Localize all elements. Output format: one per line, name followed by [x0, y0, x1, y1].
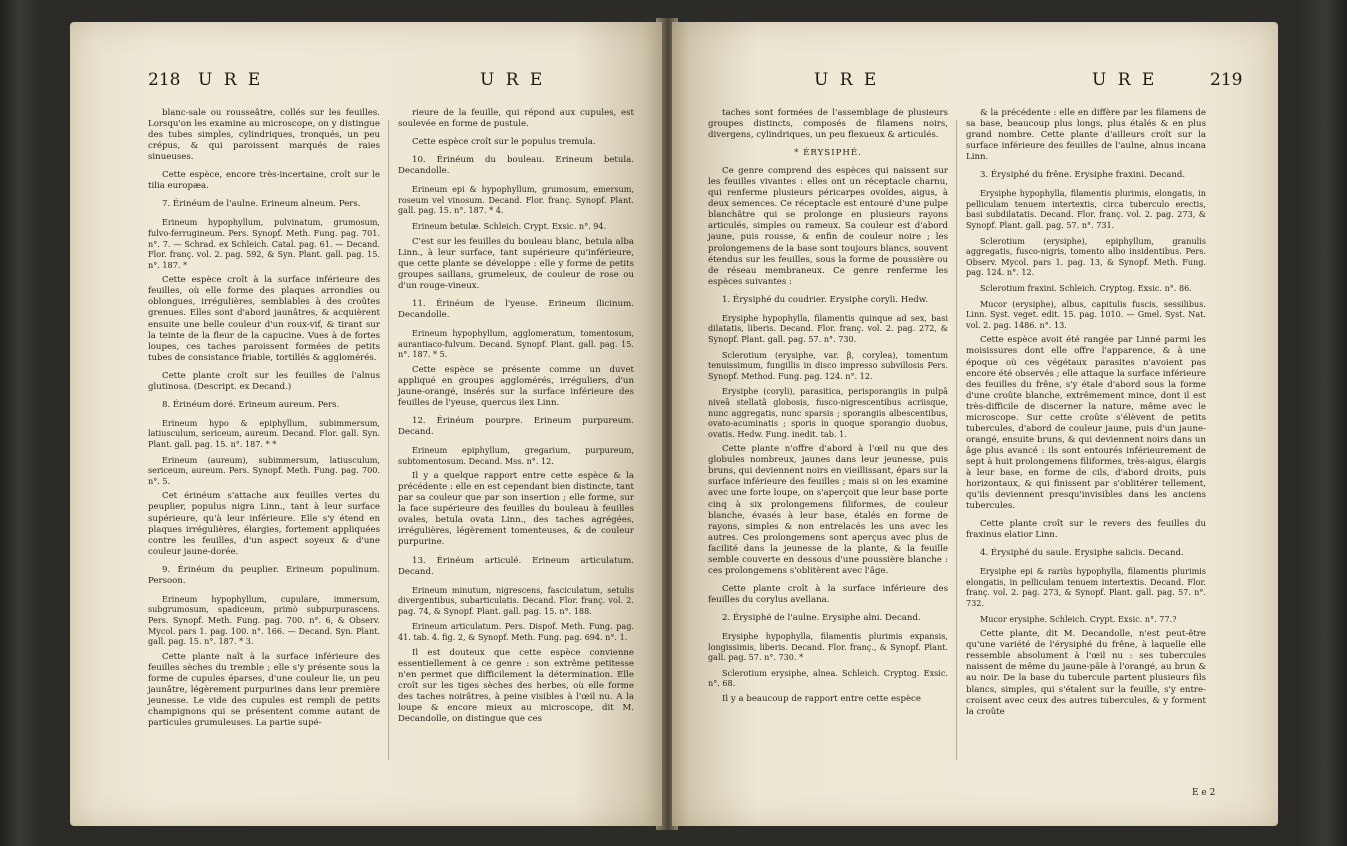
paragraph: Erineum hypophyllum, cupulare, immersum, subgrumosum, spadiceum, primò subpurpurascens. Pers. Synopf. Meth. Fung. pag. 700. n°. 6, & Observ. Mycol. pars 1. pag. 100. n°. 166. — Decand. Syn. Plant. gall. pag. 15. n°. 187. * 3. — [148, 593, 380, 647]
paragraph: & la précédente : elle en diffère par les filamens de sa base, beaucoup plus longs, plus étalés & en plus grand nombre. Cette plante d'ailleurs croît sur la surface inférieure des feuilles de l'aulne, alnus incana Linn. — [966, 108, 1206, 163]
left-page — [70, 22, 662, 826]
paragraph: Erysiphe hypophylla, filamentis quinque ad sex, basi dilatatis, liberis. Decand. Flor. franç. vol. 2. pag. 272, & Synopf. Plant. gall. pag. 57. n°. 730. — [708, 312, 948, 344]
right-page — [672, 22, 1278, 826]
paragraph: Il y a quelque rapport entre cette espèce & la précédente : elle en est cependant bien distincte, tant par sa couleur que par son insertion ; elle forme, sur la face supérieure des feuilles du bouleau à feuilles ovales, betula ovata Linn., des taches agrégées, irrégulières, légèrement tomenteuses, & de couleur purpurine. — [398, 471, 634, 548]
paragraph: Erysiphe hypophylla, filamentis plurimis expansis, longissimis, liberis. Decand. Flor. franç., & Synopf. Plant. gall. pag. 57. n°. 730. * — [708, 630, 948, 663]
paragraph: Sclerotium (erysiphe, var. β, corylea), tomentum tenuissimum, fungillis in disco impresso subvillosis Pers. Synopf. Method. Fung. pag. 124. n°. 12. — [708, 349, 948, 381]
column-rule — [956, 120, 957, 760]
paragraph: Cette espèce se présente comme un duvet appliqué en groupes agglomérés, irréguliers, d'un jaune-orangé, insérés sur la surface inférieure des feuilles de l'yeuse, quercus ilex Linn. — [398, 364, 634, 408]
paragraph: Erineum articulatum. Pers. Dispof. Meth. Fung. pag. 41. tab. 4. fig. 2, & Synopf. Meth. Fung. pag. 694. n°. 1. — [398, 621, 634, 642]
paragraph: Il y a beaucoup de rapport entre cette espèce — [722, 693, 921, 704]
right-column-1 — [708, 108, 948, 712]
paragraph: 4. Érysiphé du saule. Erysiphe salicis. Decand. — [980, 548, 1184, 559]
paragraph: 8. Érinéum doré. Erineum aureum. Pers. — [162, 399, 340, 410]
paragraph: Cette plante croît à la surface inférieure des feuilles du corylus avellana. — [708, 583, 948, 605]
left-header-left: U R E — [198, 70, 264, 90]
paragraph: Ce genre comprend des espèces qui naissent sur les feuilles vivantes : elles ont un réceptacle charnu, qui renferme plusieurs péricarpes ovoïdes, aigus, à deux semences. Ce réceptacle est entouré d'une pulpe blanchâtre qui se prolonge en plusieurs rayons articulés, simples ou rameux. Sa couleur est d'abord jaune, puis rousse, & enfin de couleur noire ; les prolongemens de la base sont toujours blancs, souvent étendus sur les feuilles, sous la forme de poussière ou de réseau membraneux. Ce genre renferme les espèces suivantes : — [708, 166, 948, 287]
paragraph: Cette espèce croît à la surface inférieure des feuilles, où elle forme des plaques arrondies ou oblongues, irrégulières, semblables à des croûtes grenues. Elles sont d'abord jaunâtres, & acquièrent ensuite une belle couleur d'un roux-vif, & tirant sur la teinte de la fleur de la capucine. Vues à de fortes loupes, ces taches paroissent formées de petits tubes de consistance friable, tortillés & agglomérés. — [148, 275, 380, 363]
paragraph: Mucor erysiphe. Schleich. Crypt. Exsic. n°. 77.? — [980, 613, 1177, 624]
paragraph: Mucor (erysiphe), albus, capitulis fuscis, sessilibus. Linn. Syst. veget. edit. 15. pag. 1010. — Gmel. Syst. Nat. vol. 2. pag. 1486. n°. 13. — [966, 298, 1206, 330]
paragraph: Cet érinéum s'attache aux feuilles vertes du peuplier, populus nigra Linn., tant à leur surface supérieure, qu'à leur inférieure. Elle s'y étend en plaques irrégulières, élargies, fortement appliquées contre les feuilles, d'un aspect soyeux & d'une couleur jaune-dorée. — [148, 491, 380, 557]
paragraph: 10. Érinéum du bouleau. Erineum betula. Decandolle. — [398, 155, 634, 177]
signature-mark: E e 2 — [1192, 788, 1216, 798]
paragraph: Cette plante croît sur les feuilles de l'alnus glutinosa. (Descript. ex Decand.) — [148, 370, 380, 392]
paragraph: Cette espèce avoit été rangée par Linné parmi les moisissures dont elle offre l'apparence, & à une époque où ces végétaux parasites n'avoient pas encore été observés ; elle attaque la surface inférieure des feuilles du frêne, s'y étale d'abord sous la forme d'une croûte blanche, extrêmement mince, dont il est très-difficile de discerner la nature, même avec le microscope. Sur cette croûte s'élèvent de petits tubercules, d'abord de couleur jaune, puis d'un jaune-orangé, ensuite bruns, & qui deviennent noirs dans un âge plus avancé : ils sont entourés inférieurement de sept à huit prolongemens filiformes, très-aigus, élargis à leur base, en forme de cils, d'abord droits, puis horizontaux, & qui finissent par s'oblitérer tellement, qu'ils deviennent presqu'invisibles dans les anciens tubercules. — [966, 335, 1206, 512]
paragraph: Erineum hypo & epiphyllum, subimmersum, latiusculum, sericeum, aureum. Decand. Flor. gall. Syn. Plant. gall. pag. 15. n°. 187. * * — [148, 417, 380, 450]
right-header-right: U R E — [1092, 70, 1158, 90]
paragraph: blanc-sale ou rousseâtre, collés sur les feuilles. Lorsqu'on les examine au microscope, on y distingue des tubes simples, cylindriques, tronqués, un peu crépus, & qui paroissent marqués de raies sinueuses. — [148, 108, 380, 163]
left-column-2 — [398, 108, 634, 732]
paragraph: Cette espèce croît sur le populus tremula. — [412, 137, 596, 148]
paragraph: Cette plante naît à la surface inférieure des feuilles sèches du tremble ; elle s'y présente sous la forme de cupules éparses, d'une couleur lie, un peu jaunâtre, légèrement purpurines dans leur première jeunesse. Le vide des cupules est rempli de petits champignons qui se présentent comme autant de particules grumuleuses. La partie supé- — [148, 651, 380, 729]
left-column-1 — [148, 108, 380, 736]
paragraph: Erineum epiphyllum, gregarium, purpureum, subtomentosum. Decand. Mss. n°. 12. — [398, 445, 634, 466]
paragraph: 7. Érinéum de l'aulne. Erineum alneum. Pers. — [162, 199, 361, 210]
paragraph: Sclerotium erysiphe, alnea. Schleich. Cryptog. Exsic. n°. 68. — [708, 667, 948, 689]
paragraph: 3. Érysiphé du frêne. Erysiphe fraxini. Decand. — [980, 170, 1186, 181]
paragraph: Erineum epi & hypophyllum, grumosum, emersum, roseum vel vinosum. Decand. Flor. franç. Synopf. Plant. gall. pag. 15. n°. 187. * 4. — [398, 184, 634, 216]
paragraph: Erineum betulæ. Schleich. Crypt. Exsic. n°. 94. — [412, 221, 607, 232]
paragraph: rieure de la feuille, qui répond aux cupules, est soulevée en forme de pustule. — [398, 108, 634, 130]
paragraph: C'est sur les feuilles du bouleau blanc, betula alba Linn., à leur surface, tant supérieure qu'inférieure, que cette plante se développe : elle y forme de petits groupes saillans, grumeleux, de couleur de rose ou d'un rouge-vineux. — [398, 236, 634, 291]
paragraph: Cette espèce, encore très-incertaine, croît sur le tilia europæa. — [148, 170, 380, 192]
paragraph: Sclerotium (erysiphe), epiphyllum, granulis aggregatis, fusco-nigris, tomento albo insidentibus. Pers. Observ. Mycol. pars 1. pag. 13, & Synopf. Meth. Fung. pag. 124. n°. 12. — [966, 235, 1206, 278]
paragraph: Cette plante n'offre d'abord à l'œil nu que des globules nombreux, jaunes dans leur jeunesse, puis bruns, qui deviennent noirs en vieillissant, épars sur la surface inférieure des feuilles ; mais si on les examine avec une forte loupe, on s'aperçoit que leur base porte cinq à six prolongemens filiformes, de couleur blanche, évasés à leur base, étalés en forme de rayons, simples & non entrelacés les uns avec les autres. Ces prolongemens sont aperçus avec plus de facilité dans la jeunesse de la plante, & la feuille semble couverte en dessous d'une poussière blanche : ces prolongemens s'oblitèrent avec l'âge. — [708, 444, 948, 576]
column-rule — [388, 120, 389, 760]
paragraph: 2. Érysiphé de l'aulne. Erysiphe alni. Decand. — [722, 612, 921, 623]
paragraph: 11. Érinéum de l'yeuse. Erineum ilicinum. Decandolle. — [398, 298, 634, 320]
paragraph: Erineum (aureum), subimmersum, latiusculum, sericeum, aureum. Pers. Synopf. Meth. Fung. pag. 700. n°. 5. — [148, 454, 380, 486]
paragraph: * ÉRYSIPHÉ. — [794, 148, 862, 159]
paragraph: Erysiphe epi & rariùs hypophylla, filamentis plurimis elongatis, in pelliculam tenuem intertextis. Decand. Flor. franç. vol. 2. pag. 273, & Synopf. Plant. gall. pag. 57. n°. 732. — [966, 566, 1206, 609]
paragraph: Erysiphe hypophylla, filamentis plurimis, elongatis, in pelliculam tenuem intertextis, circa tuberculo erectis, basi subdilatatis. Decand. Flor. franç. vol. 2. pag. 273, & Synopf. Plant. gall. pag. 57. n°. 731. — [966, 188, 1206, 231]
paragraph: Il est douteux que cette espèce convienne essentiellement à ce genre : son extrême petitesse n'en permet que difficilement la détermination. Elle croît sur les tiges sèches des herbes, où elle forme des taches noirâtres, à peine visibles à l'œil nu. A la loupe & encore mieux au microscope, dit M. Decandolle, on distingue que ces — [398, 647, 634, 724]
right-header-left: U R E — [814, 70, 880, 90]
right-column-2 — [966, 108, 1206, 725]
right-page-number: 219 — [1210, 70, 1243, 90]
left-page-number: 218 — [148, 70, 181, 90]
paragraph: Sclerotium fraxini. Schleich. Cryptog. Exsic. n°. 86. — [980, 283, 1192, 294]
left-header-right: U R E — [480, 70, 546, 90]
paragraph: Cette plante, dit M. Decandolle, n'est peut-être qu'une variété de l'érysiphé du frêne, à laquelle elle ressemble absolument à l'œil nu : ses tubercules naissent de même du jaune-pâle à l'orangé, au brun & au noir. De la base du tubercule partent plusieurs fils blancs, simples, qui s'étalent sur la feuille, s'y entre-croisent avec ceux des autres tubercules, & y forment la croûte — [966, 629, 1206, 717]
paragraph: Erineum hypophyllum, pulvinatum, grumosum, fulvo-ferrugineum. Pers. Synopf. Meth. Fung. pag. 701. n°. 7. — Schrad. ex Schleich. Catal. pag. 61. — Decand. Flor. franç. vol. 2. pag. 592, & Syn. Plant. gall. pag. 15. n°. 187. * — [148, 217, 380, 270]
paragraph: Erineum hypophyllum, agglomeratum, tomentosum, aurantiaco-fulvum. Decand. Synopf. Plant. gall. pag. 15. n°. 187. * 5. — [398, 327, 634, 360]
paragraph: Cette plante croît sur le revers des feuilles du fraxinus elatior Linn. — [966, 519, 1206, 541]
paragraph: 12. Érinéum pourpre. Erineum purpureum. Decand. — [398, 415, 634, 437]
paragraph: 9. Érinéum du peuplier. Erineum populinum. Persoon. — [148, 564, 380, 586]
paragraph: 1. Érysiphé du coudrier. Erysiphe coryli. Hedw. — [722, 294, 928, 305]
paragraph: taches sont formées de l'assemblage de plusieurs groupes distincts, composés de filamens noirs, divergens, cylindriques, un peu flexueux & articulés. — [708, 108, 948, 141]
paragraph: Erineum minutum, nigrescens, fasciculatum, setulis divergentibus, subarticulatis. Decand. Flor. franç. vol. 2. pag. 74, & Synopf. Plant. gall. pag. 15. n°. 188. — [398, 584, 634, 616]
paragraph: Erysiphe (coryli), parasitica, perisporangiis in pulpâ niveâ stellatâ globosis, fusco-nigrescentibus acriisque, nunc aggregatis, nunc sparsis ; sporangiis albescentibus, ovato-acuminatis ; sporis in quoque sporangio duobus, ovatis. Hedw. Fung. inedit. tab. 1. — [708, 386, 948, 439]
paragraph: 13. Érinéum articulé. Erineum articulatum. Decand. — [398, 555, 634, 577]
